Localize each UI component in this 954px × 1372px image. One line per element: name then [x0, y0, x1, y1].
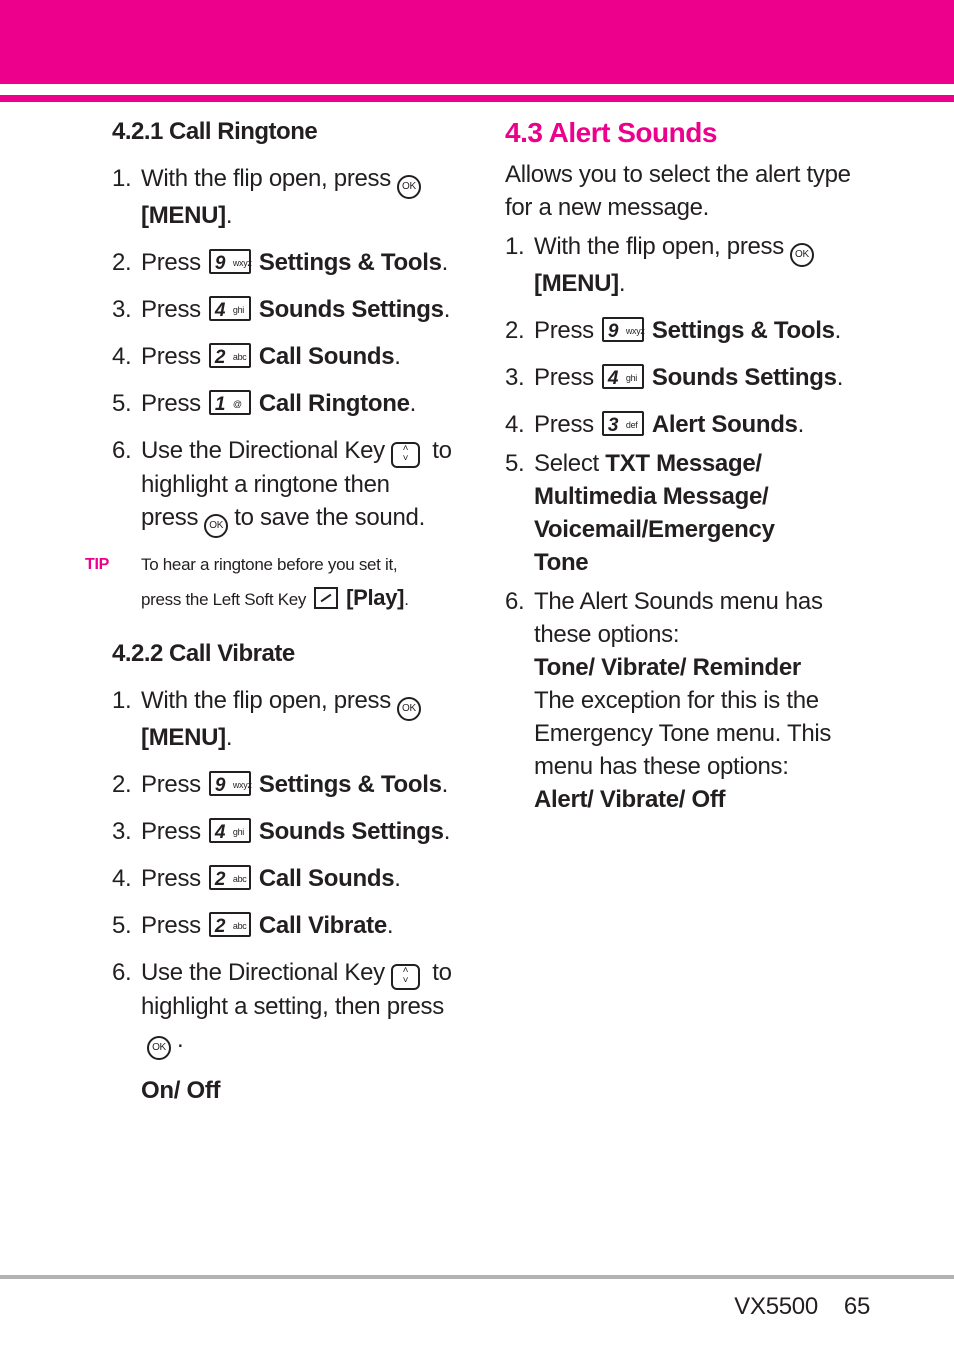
key-2-icon: 2 abc — [209, 343, 251, 368]
call-vibrate-steps — [112, 684, 452, 1107]
footer — [734, 1293, 870, 1321]
right-column — [505, 114, 865, 816]
footer-rule — [0, 1275, 954, 1279]
directional-key-icon: ˄ ˅ — [391, 964, 420, 990]
key-2-icon: 2 abc — [209, 865, 251, 890]
key-2-icon: 2 abc — [209, 912, 251, 937]
call-ringtone-steps — [112, 162, 452, 538]
ok-key-icon: OK — [790, 243, 814, 267]
section-title-call-vibrate: 4.2.2 Call Vibrate — [112, 640, 295, 667]
ok-key-icon: OK — [397, 697, 421, 721]
ok-key-icon: OK — [397, 175, 421, 199]
list-item: 4. Press 3 def Alert Sounds. — [505, 411, 804, 438]
list-item: 6. The Alert Sounds menu has these options: Tone/ Vibrate/ Reminder The exception for this is the Emergency Tone menu. This menu has these options: Alert/ Vibrate/ Off — [505, 588, 832, 813]
list-item: 2. Press 9 wxyz Settings & Tools. — [505, 317, 841, 344]
list-item: 5. Press 1 @ Call Ringtone. — [112, 390, 416, 417]
list-item: 2. Press 9 wxyz Settings & Tools. — [112, 249, 448, 276]
key-1-icon: 1 @ — [209, 390, 251, 415]
menu-label: [MENU] — [141, 724, 226, 751]
header-band — [0, 0, 954, 84]
directional-key-icon: ˄ ˅ — [391, 442, 420, 468]
menu-label: [MENU] — [141, 202, 226, 229]
menu-label: [MENU] — [534, 270, 619, 297]
key-9-icon: 9 wxyz — [209, 771, 251, 796]
section-title-call-ringtone: 4.2.1 Call Ringtone — [112, 118, 318, 145]
list-item: 1. With the flip open, press OK [MENU]. — [112, 684, 452, 754]
list-item: 1. With the flip open, press OK [MENU]. — [112, 162, 452, 232]
tip-box: TIP To hear a ringtone before you set it, press the Left Soft Key [Play]. — [141, 548, 452, 616]
model-name: VX5500 — [734, 1293, 818, 1320]
tip-label: TIP — [85, 556, 109, 573]
key-9-icon: 9 wxyz — [602, 317, 644, 342]
list-item: 6. Use the Directional Key ˄ ˅ to highlight a ringtone then press OK to save the sound. — [112, 434, 452, 538]
options-on-off: On/ Off — [141, 1077, 221, 1104]
key-4-icon: 4 ghi — [209, 296, 251, 321]
ok-key-icon: OK — [204, 514, 228, 538]
page-number: 65 — [843, 1293, 870, 1320]
list-item: 3. Press 4 ghi Sounds Settings. — [112, 296, 451, 323]
alert-sounds-steps — [505, 230, 865, 816]
ok-key-icon: OK — [147, 1036, 171, 1060]
list-item: 3. Press 4 ghi Sounds Settings. — [505, 364, 844, 391]
play-label: [Play] — [346, 585, 405, 610]
header-rule — [0, 95, 954, 102]
key-4-icon: 4 ghi — [209, 818, 251, 843]
list-item: 6. Use the Directional Key ˄ ˅ to highlight a setting, then pressOK . On/ Off — [112, 959, 452, 1104]
left-soft-key-icon — [314, 587, 338, 609]
intro-text: Allows you to select the alert type for a new message. — [505, 161, 851, 221]
left-column — [85, 114, 452, 1107]
key-4-icon: 4 ghi — [602, 364, 644, 389]
list-item: 3. Press 4 ghi Sounds Settings. — [112, 818, 451, 845]
list-item: 1. With the flip open, press OK [MENU]. — [505, 230, 865, 300]
list-item: 4. Press 2 abc Call Sounds. — [112, 865, 401, 892]
list-item: 5. Select TXT Message/ Multimedia Message/ Voicemail/Emergency Tone — [505, 450, 775, 576]
section-title-alert-sounds: 4.3 Alert Sounds — [505, 117, 717, 148]
list-item: 5. Press 2 abc Call Vibrate. — [112, 912, 394, 939]
key-9-icon: 9 wxyz — [209, 249, 251, 274]
list-item: 2. Press 9 wxyz Settings & Tools. — [112, 771, 448, 798]
key-3-icon: 3 def — [602, 411, 644, 436]
list-item: 4. Press 2 abc Call Sounds. — [112, 343, 401, 370]
